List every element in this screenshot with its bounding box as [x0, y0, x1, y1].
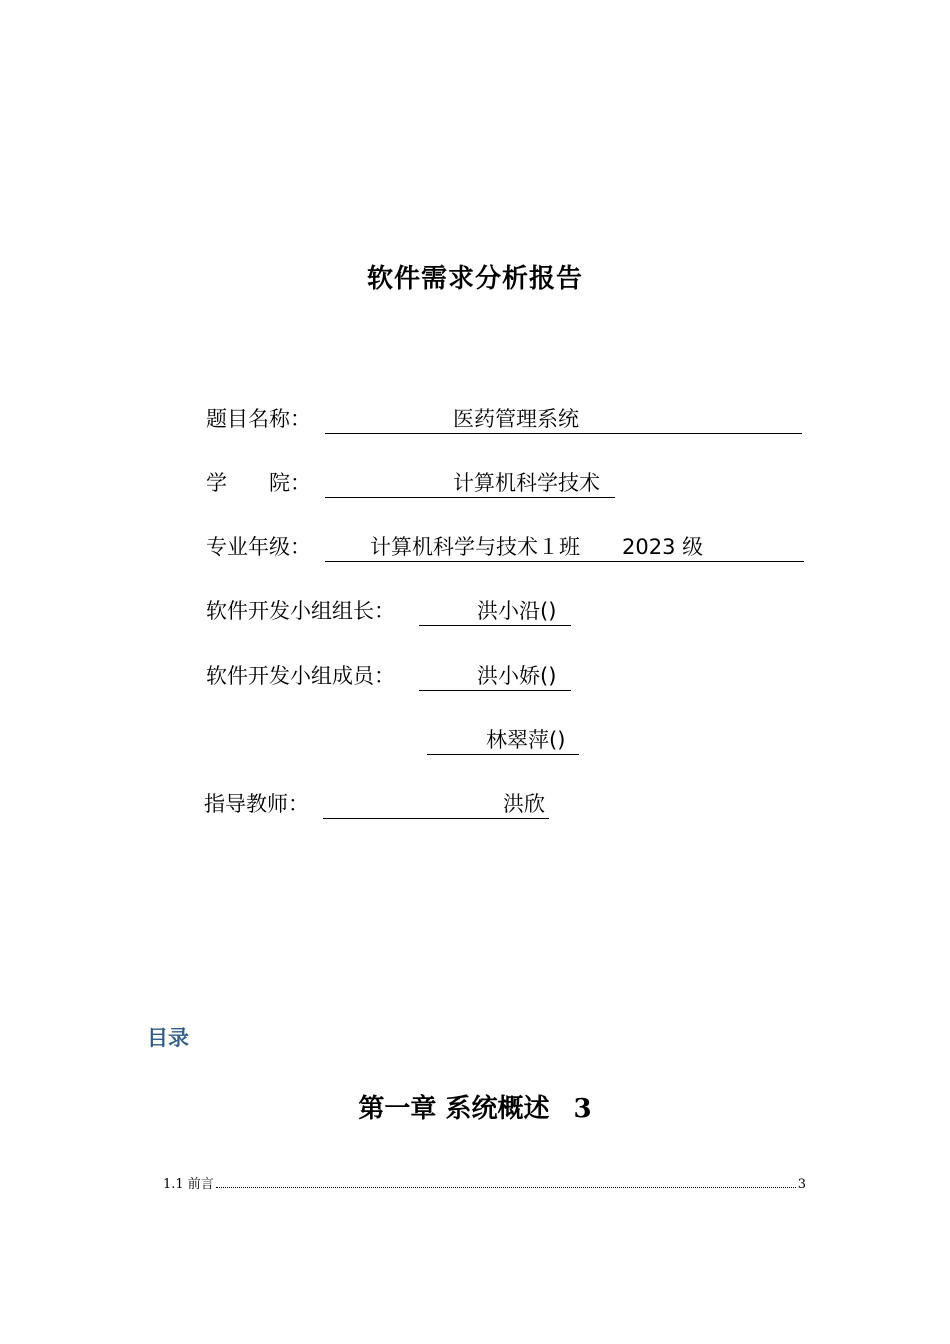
field-advisor — [0, 789, 950, 821]
toc-heading: 目录 — [147, 1026, 189, 1050]
field-leader-label: 软件开发小组组长： — [206, 599, 395, 623]
toc-entry-page: 3 — [797, 1177, 806, 1192]
report-title: 软件需求分析报告 — [366, 264, 583, 294]
field-members — [0, 661, 950, 693]
field-college-value: 计算机科学技术 — [453, 471, 600, 495]
field-college-label: 学 院： — [206, 471, 311, 495]
field-topic-value: 医药管理系统 — [453, 407, 579, 431]
field-major-label: 专业年级： — [206, 535, 311, 559]
toc-entry[interactable] — [163, 1173, 806, 1191]
field-topic — [0, 404, 950, 436]
field-advisor-label: 指导教师： — [204, 792, 309, 816]
field-topic-label: 题目名称： — [206, 407, 311, 431]
toc-chapter-page: 3 — [573, 1094, 592, 1124]
toc-entry-leader — [216, 1176, 796, 1188]
field-leader — [0, 596, 950, 628]
field-members-value-1: 洪小娇() — [477, 664, 557, 688]
field-members-second — [0, 725, 950, 757]
field-members-label: 软件开发小组成员： — [206, 664, 395, 688]
field-advisor-value: 洪欣 — [503, 792, 545, 816]
field-major — [0, 532, 950, 564]
toc-entry-label: 1.1 前言 — [163, 1177, 214, 1192]
toc-chapter-title[interactable] — [0, 1088, 950, 1125]
field-leader-value: 洪小沿() — [477, 599, 557, 623]
toc-chapter-label: 第一章 系统概述 — [358, 1094, 550, 1124]
field-college — [0, 468, 950, 500]
field-members-value-2: 林翠萍() — [486, 728, 566, 752]
field-major-value: 计算机科学与技术１班 2023 级 — [370, 535, 704, 559]
